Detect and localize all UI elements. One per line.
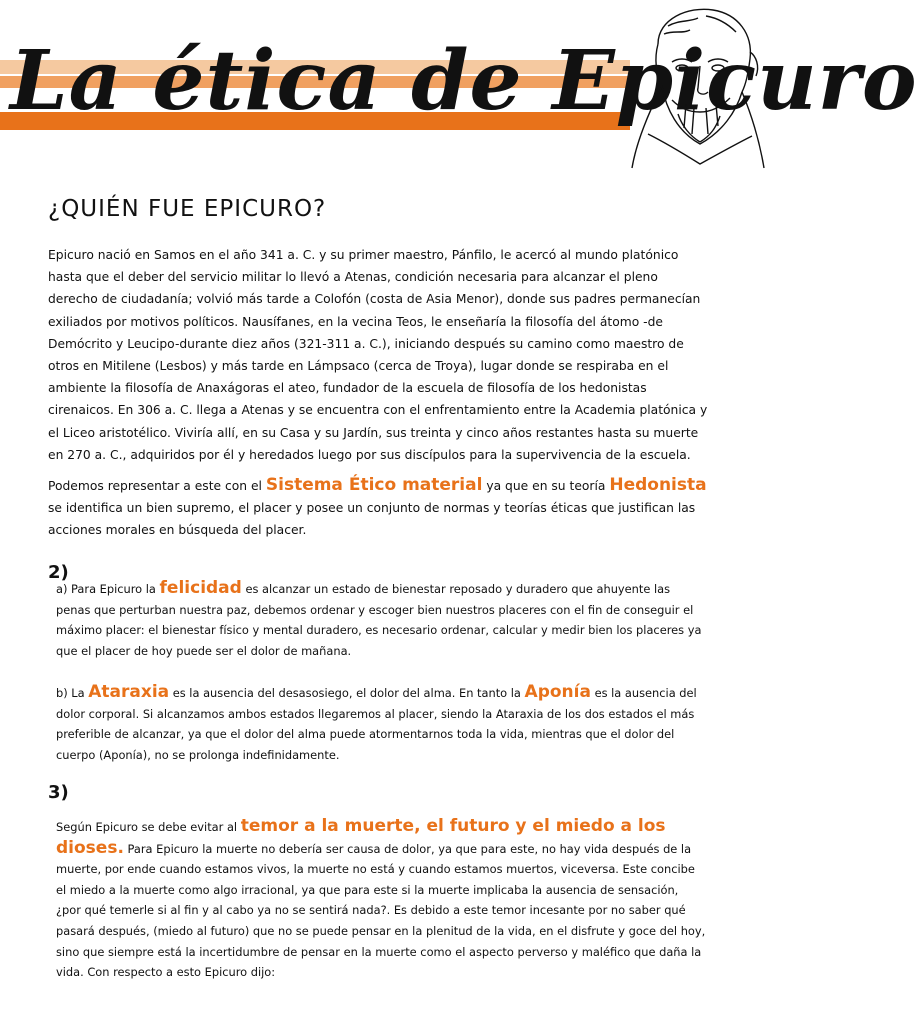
title-banner: [0, 0, 918, 170]
text-run: es la ausencia del dolor corporal. Si alcanzamos ambos estados llegaremos al placer, siendo la Ataraxia de los dos estados el más preferible de alcanzar, ya que el dolor del alma puede atormentarnos toda la vida, mientras que el dolor del cuerpo (Aponía), no se prolonga indefinidamente.: [56, 686, 697, 762]
temor-paragraph: [56, 816, 706, 983]
text-run: Podemos representar a este con el: [48, 479, 266, 493]
ataraxia-paragraph: [56, 682, 706, 765]
text-run: es la ausencia del desasosiego, el dolor del alma. En tanto la: [169, 686, 525, 700]
section-number-2: 2): [48, 562, 69, 583]
text-run: es alcanzar un estado de bienestar reposado y duradero que ahuyente las penas que perturban nuestra paz, debemos ordenar y escoger bien nuestros placeres con el fin de conseguir el máximo placer: el bienestar físico y mental duradero, es necesario ordenar, calcular y medir bien los placeres ya que el placer de hoy puede ser el dolor de mañana.: [56, 582, 702, 658]
section-number-3: 3): [48, 782, 69, 803]
highlight-sistema-etico: Sistema Ético material: [265, 475, 483, 495]
text-run: a) Para Epicuro la: [56, 582, 160, 596]
text-run: ya que en su teoría: [482, 479, 610, 493]
text-run: b) La: [56, 686, 89, 700]
highlight-hedonista: Hedonista: [609, 475, 707, 495]
page-title: La ética de Epicuro: [10, 33, 918, 129]
highlight-aponia: Aponía: [524, 682, 591, 702]
highlight-temor: temor a la muerte, el futuro y el miedo a los dioses.: [56, 816, 666, 858]
biography-paragraph: Epicuro nació en Samos en el año 341 a. C. y su primer maestro, Pánfilo, le acercó al mundo platónico hasta que el deber del servicio militar lo llevó a Atenas, condición necesaria para alcanzar el pleno derecho de ciudadanía; volvió más tarde a Colofón (costa de Asia Menor), donde sus padres permanecían exiliados por motivos políticos. Nausífanes, en la vecina Teos, le enseñaría la filosofía del átomo -de Demócrito y Leucipo-durante diez años (321-311 a. C.), iniciando después su camino como maestro de otros en Mitilene (Lesbos) y más tarde en Lámpsaco (cerca de Troya), lugar donde se respiraba en el ambiente la filosofía de Anaxágoras el ateo, fundador de la escuela de filosofía de los hedonistas cirenaicos. En 306 a. C. llega a Atenas y se encuentra con el enfrentamiento entre la Academia platónica y el Liceo aristotélico. Viviría allí, en su Casa y su Jardín, sus treinta y cinco años restantes hasta su muerte en 270 a. C., adquiridos por él y heredados luego por sus discípulos para la supervivencia de la escuela.: [48, 248, 708, 462]
text-run: Para Epicuro la muerte no debería ser causa de dolor, ya que para este, no hay vida después de la muerte, por ende cuando estamos vivos, la muerte no está y cuando estamos muertos, viceversa. Este concibe el miedo a la muerte como algo irracional, ya que para este si la muerte implicaba la ausencia de sensación, ¿por qué temerle si al fin y al cabo ya no se sentirá nada?. Es debido a este temor incesante por no saber qué pasará después, (miedo al futuro) que no se puede pensar en la plenitud de la vida, en el disfrute y goce del hoy, sino que siempre está la incertidumbre de pensar en la muerte como el aspecto perverso y maléfico que daña la vida. Con respecto a esto Epicuro dijo:: [56, 841, 706, 980]
text-run: se identifica un bien supremo, el placer y posee un conjunto de normas y teorías éticas que justifican las acciones morales en búsqueda del placer.: [48, 501, 696, 538]
epicurus-bust-portrait-icon: [628, 4, 766, 170]
section-heading: ¿QUIÉN FUE EPICURO?: [48, 196, 327, 222]
felicidad-paragraph: [56, 578, 706, 661]
highlight-ataraxia: Ataraxia: [88, 682, 170, 702]
highlight-felicidad: felicidad: [159, 578, 242, 598]
text-run: Según Epicuro se debe evitar al: [56, 820, 241, 834]
ethical-system-paragraph: [48, 474, 708, 542]
